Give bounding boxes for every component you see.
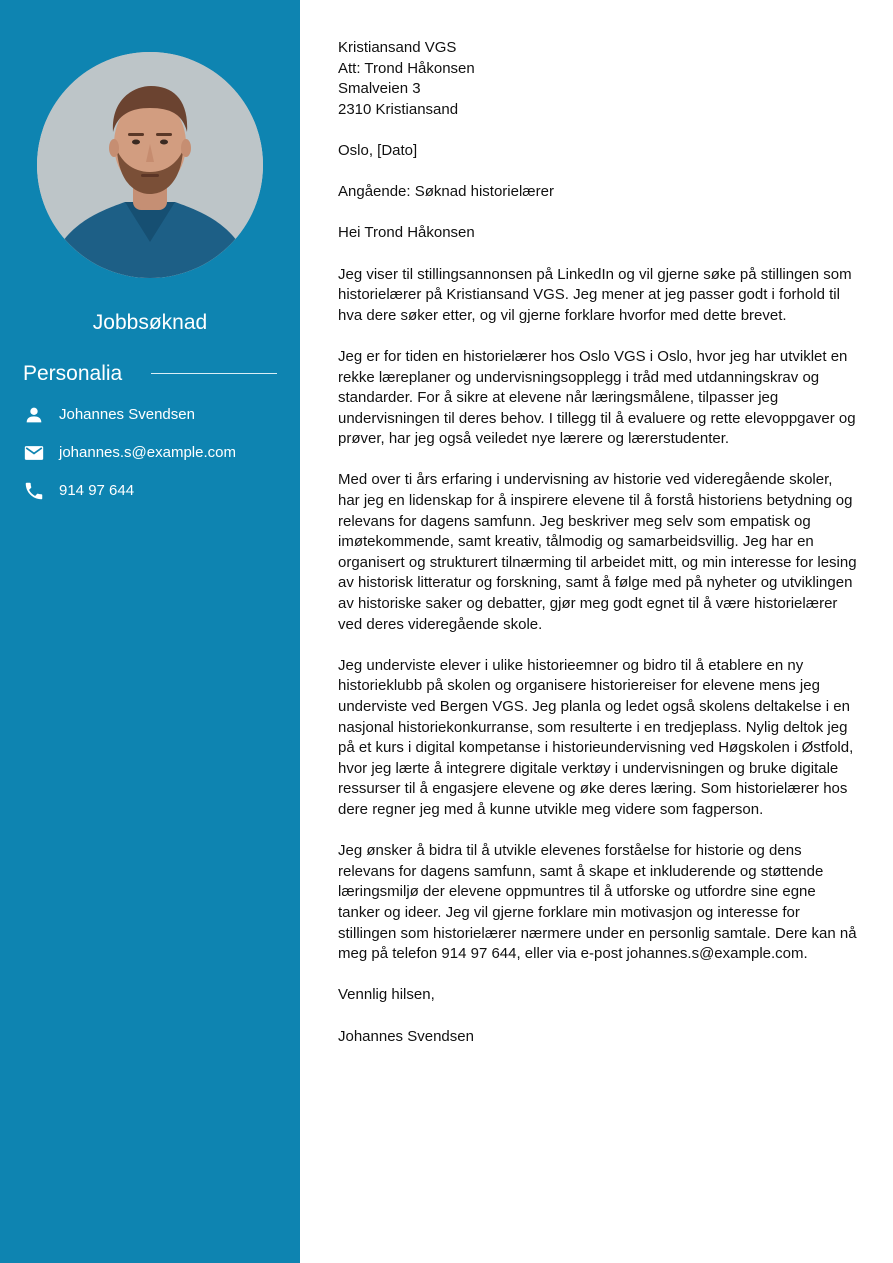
recipient-line: Kristiansand VGS [338, 39, 457, 56]
contact-name-row [23, 404, 293, 428]
recipient-line: 2310 Kristiansand [338, 100, 459, 118]
contact-email[interactable]: johannes.s@example.com [59, 444, 236, 461]
contact-email-row [23, 442, 293, 466]
letter-body [338, 38, 858, 1047]
letter-paragraph: Jeg viser til stillingsannonsen på LinkedIn og vil gjerne søke på stillingen som historielærer på Kristiansand VGS. Jeg mener at jeg passer godt i forhold til hva dere søker etter, og vil gjerne forklare hvorfor med dette brevet. [338, 265, 852, 324]
phone-icon [23, 480, 45, 502]
signature: Johannes Svendsen [338, 1027, 474, 1045]
letter-paragraph: Med over ti års erfaring i undervisning av historie ved videregående skoler, har jeg en lidenskap for å inspirere elevene til å forstå historiens betydning og relevans for dagens samfunn. Jeg beskriver meg selv som empatisk og imøtekommende, samt kreativ, tålmodig og samarbeidsvillig. Jeg har en organisert og strukturert tilnærming til arbeidet mitt, og min interesse for lesing av historisk litteratur og forskning, samt å følge med på nyheter og utviklingen av historiske saker og debatter, gjør meg godt egnet til å være historielærer ved deres videregående skole. [338, 471, 857, 633]
profile-photo [37, 52, 263, 278]
sidebar [0, 0, 300, 1263]
closing: Vennlig hilsen, [338, 986, 435, 1004]
recipient-line: Smalveien 3 [338, 80, 421, 98]
section-divider [151, 373, 277, 374]
contact-phone-row [23, 480, 293, 504]
letter-paragraph: Jeg er for tiden en historielærer hos Oslo VGS i Oslo, hvor jeg har utviklet en rekke læreplaner og undervisningsopplegg i tråd med utdanningskrav og standarder. For å sikre at elevene når læringsmålene, tilpasser jeg undervisningen til deres behov. I tillegg til å evaluere og rette elevoppgaver og prøver, har jeg også veiledet nye lærere og lærerstudenter. [338, 347, 856, 448]
contact-phone[interactable]: 914 97 644 [59, 482, 135, 499]
recipient-line: Att: Trond Håkonsen [338, 59, 475, 77]
greeting: Hei Trond Håkonsen [338, 224, 475, 242]
personalia-heading: Personalia [23, 362, 123, 385]
envelope-icon [23, 442, 45, 464]
place-date: Oslo, [Dato] [338, 141, 418, 159]
document-title: Jobbsøknad [92, 311, 208, 334]
subject-line: Angående: Søknad historielærer [338, 183, 554, 201]
person-icon [23, 404, 45, 426]
letter-paragraph: Jeg ønsker å bidra til å utvikle elevenes forståelse for historie og dens relevans for dagens samfunn, samt å skape et inkluderende og støttende læringsmiljø der elevene oppmuntres til å utforske og utfordre sine egne tanker og ideer. Jeg vil gjerne forklare min motivasjon og interesse for stillingen som historielærer nærmere under en personlig samtale. Dere kan nå meg på telefon 914 97 644, eller via e-post johannes.s@example.com. [338, 842, 857, 963]
avatar [37, 52, 263, 278]
letter-paragraph: Jeg underviste elever i ulike historieemner og bidro til å etablere en ny historieklubb på skolen og organisere historiereiser for elevene mens jeg underviste ved Bergen VGS. Jeg planla og ledet også skolens deltakelse i en nasjonal historiekonkurranse, som resulterte i en tredjeplass. Nylig deltok jeg på et kurs i digital kompetanse i historieundervisning ved Høgskolen i Østfold, hvor jeg lærte å integrere digitale verktøy i undervisningen og bruke digitale ressurser til å engasjere elevene og øke deres læring. Som historielærer hos dere regner jeg med å kunne utvikle meg videre som fagperson. [338, 656, 854, 818]
contact-name: Johannes Svendsen [59, 406, 195, 423]
